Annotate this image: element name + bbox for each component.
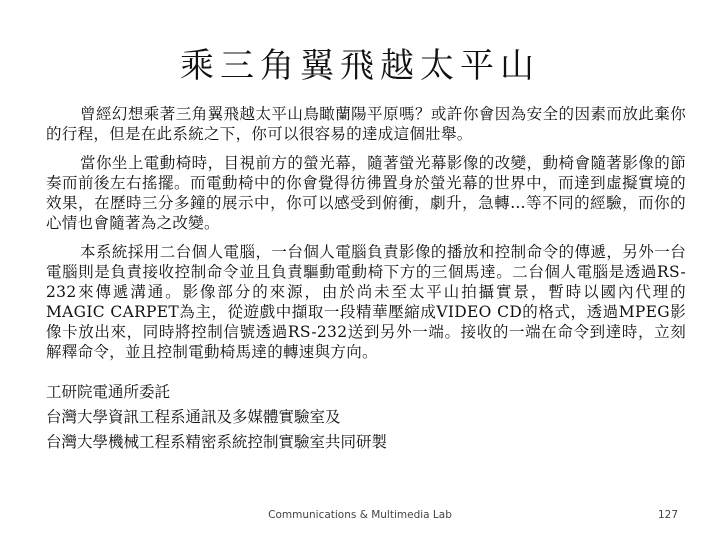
credit-line: 台灣大學機械工程系精密系統控制實驗室共同研製: [46, 433, 388, 451]
credit-line: 台灣大學資訊工程系通訊及多媒體實驗室及: [46, 408, 341, 426]
page-number: 127: [657, 509, 678, 521]
credits: [46, 380, 686, 455]
paragraph-experience: 當你坐上電動椅時，目視前方的螢光幕，隨著螢光幕影像的改變，動椅會隨著影像的節奏而前後左右搖擺。而電動椅中的你會覺得彷彿置身於螢光幕的世界中，而達到虛擬實境的效果，在歷時三分多鐘的展示中，你可以感受到俯衝，劇升，急轉…等不同的經驗，而你的心情也會隨著為之改變。: [46, 154, 686, 232]
footer-lab-name: Communications & Multimedia Lab: [268, 509, 452, 521]
slide-title: 乘三角翼飛越太平山: [180, 46, 540, 86]
body-text: [46, 104, 686, 371]
paragraph-system: 本系統採用二台個人電腦，一台個人電腦負責影像的播放和控制命令的傳遞，另外一台電腦則是負責接收控制命令並且負責驅動電動椅下方的三個馬達。二台個人電腦是透過RS-232來傳遞溝通。影像部分的來源，由於尚未至太平山拍攝實景，暫時以國內代理的MAGIC CARPET為主，從遊戲中擷取一段精華壓縮成VIDEO CD的格式，透過MPEG影像卡放出來，同時將控制信號透過RS-232送到另外一端。接收的一端在命令到達時，立刻解釋命令，並且控制電動椅馬達的轉速與方向。: [46, 243, 686, 361]
credit-line: 工研院電通所委託: [46, 383, 171, 401]
paragraph-intro: 曾經幻想乘著三角翼飛越太平山鳥瞰蘭陽平原嗎？或許你會因為安全的因素而放此棄你的行程，但是在此系統之下，你可以很容易的達成這個壯舉。: [46, 105, 686, 143]
